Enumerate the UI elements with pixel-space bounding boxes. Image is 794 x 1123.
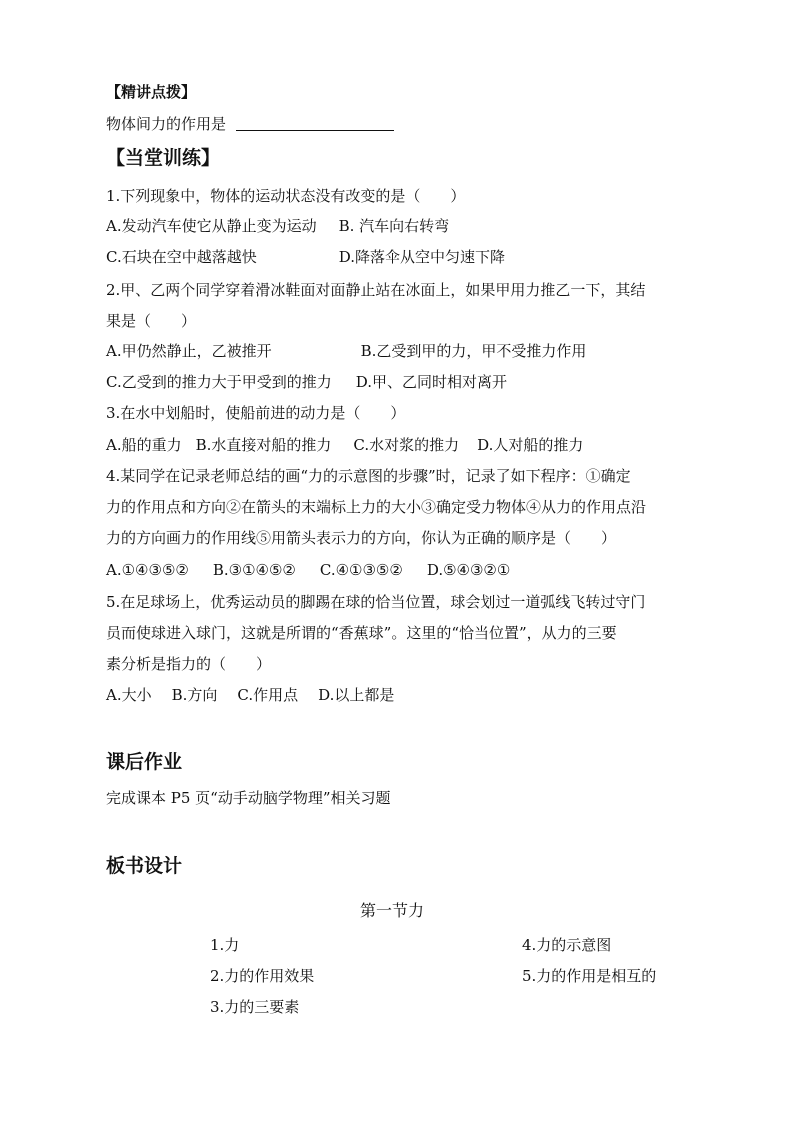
tips-text: 物体间力的作用是	[106, 115, 227, 133]
question-5-stem-3: 素分析是指力的（ ）	[106, 655, 272, 673]
option-d: D.甲、乙同时相对离开	[355, 373, 507, 391]
option-a: A.发动汽车使它从静止变为运动	[106, 217, 317, 235]
option-a: A.甲仍然静止，乙被推开	[106, 342, 272, 360]
option-d: D.人对船的推力	[477, 436, 584, 454]
option-d: D.⑤④③②①	[426, 561, 511, 579]
option-c: C.石块在空中越落越快	[106, 248, 257, 266]
question-2-options-row-2	[106, 372, 507, 392]
question-2-stem-2: 果是（ ）	[106, 312, 197, 330]
homework-heading: 课后作业	[106, 751, 183, 773]
question-5-stem-2: 员而使球进入球门，这就是所谓的“香蕉球”。这里的“恰当位置”，从力的三要	[106, 624, 617, 642]
option-b: B.水直接对船的推力	[195, 436, 332, 454]
board-item-2: 2.力的作用效果	[210, 967, 315, 985]
option-a: A.①④③⑤②	[106, 561, 189, 579]
question-5-options	[106, 685, 394, 705]
option-c: C.④①③⑤②	[319, 561, 403, 579]
option-a: A.大小	[106, 686, 152, 704]
option-b: B. 汽车向右转弯	[338, 217, 450, 235]
question-2-options-row-1	[106, 341, 586, 361]
tips-line	[106, 114, 394, 134]
question-4-stem-1: 4.某同学在记录老师总结的画“力的示意图的步骤”时，记录了如下程序：①确定	[106, 467, 631, 485]
option-b: B.③①④⑤②	[212, 561, 296, 579]
board-heading: 板书设计	[106, 855, 183, 877]
board-subtitle: 第一节力	[360, 901, 425, 920]
question-1-options-row-1	[106, 216, 449, 236]
question-4-stem-3: 力的方向画力的作用线⑤用箭头表示力的方向，你认为正确的顺序是（ ）	[106, 529, 617, 547]
question-3-stem: 3.在水中划船时，使船前进的动力是（ ）	[106, 404, 406, 422]
board-item-5: 5.力的作用是相互的	[522, 967, 657, 985]
board-item-1: 1.力	[210, 936, 240, 954]
option-c: C.水对浆的推力	[353, 436, 460, 454]
option-c: C.乙受到的推力大于甲受到的推力	[106, 373, 332, 391]
option-d: D.以上都是	[318, 686, 395, 704]
question-3-options	[106, 435, 583, 455]
option-b: B.乙受到甲的力，甲不受推力作用	[360, 342, 587, 360]
question-4-options	[106, 560, 510, 580]
tips-heading: 【精讲点拨】	[106, 83, 197, 101]
practice-heading: 【当堂训练】	[106, 147, 221, 169]
board-item-4: 4.力的示意图	[522, 936, 612, 954]
option-c: C.作用点	[237, 686, 299, 704]
question-1-options-row-2	[106, 247, 505, 267]
homework-text: 完成课本 P5 页“动手动脑学物理”相关习题	[106, 789, 391, 807]
option-d: D.降落伞从空中匀速下降	[338, 248, 505, 266]
question-2-stem-1: 2.甲、乙两个同学穿着滑冰鞋面对面静止站在冰面上，如果甲用力推乙一下，其结	[106, 281, 646, 299]
board-item-3: 3.力的三要素	[210, 998, 300, 1016]
question-1-stem: 1.下列现象中，物体的运动状态没有改变的是（ ）	[106, 187, 466, 205]
answer-blank[interactable]	[236, 116, 394, 131]
question-4-stem-2: 力的作用点和方向②在箭头的末端标上力的大小③确定受力物体④从力的作用点沿	[106, 498, 647, 516]
option-a: A.船的重力	[106, 436, 182, 454]
question-5-stem-1: 5.在足球场上，优秀运动员的脚踢在球的恰当位置，球会划过一道弧线飞转过守门	[106, 593, 646, 611]
option-b: B.方向	[171, 686, 218, 704]
